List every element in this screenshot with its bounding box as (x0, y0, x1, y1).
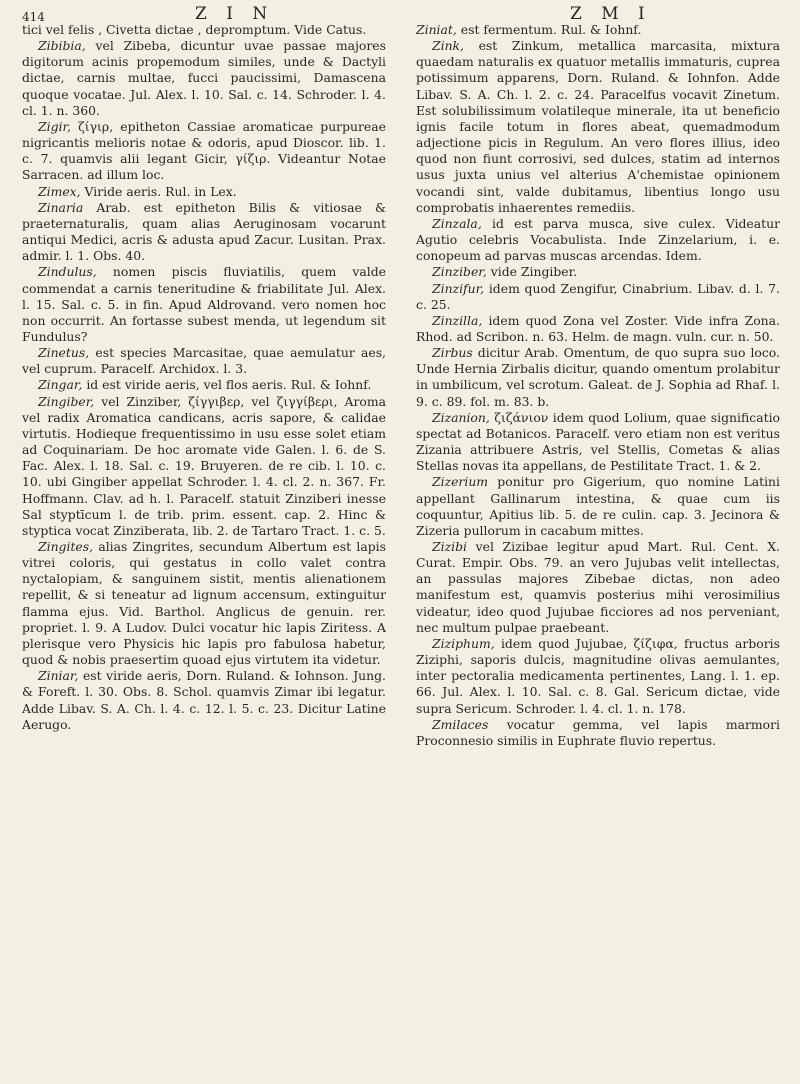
dictionary-entry (416, 22, 780, 38)
entry-headword: Ziniat, (416, 22, 457, 37)
page-header (0, 2, 800, 24)
entry-text: vocatur gemma, vel lapis marmori Proconnesio similis in Euphrate fluvio repertus. (416, 716, 780, 748)
entry-text: ponitur pro Gigerium, quo nomine Latini appellant Gallinarum intestina, & quae cum iis coquuntur, Apitius lib. 5. de re culin. cap. 3. Jecinora & Zizeria pullorum in cacabum mittes. (416, 474, 780, 538)
entry-headword: Zinetus, (38, 345, 90, 361)
right-running-head: Z M I (570, 4, 652, 24)
entry-headword: Zizibi (432, 539, 467, 554)
entry-text: vel Zinziber, ζίγγιβερ, vel ζιγγίβερι, Aroma vel radix Aromatica candicans, acris sapore, & calidae virtutis. Hodieque frequentissimo in usu esse solet etiam ad Coquinariam. De hoc aromate vide Galen. l. 6. de S. Fac. Alex. l. 18. Sal. c. 19. Bruyeren. de re cib. l. 10. c. 10. ubi Gingiber appellat Schroder. l. 4. cl. 2. n. 367. Fr. Hoffmann. Clav. ad h. l. Paracelf. statuit Zinziberi inesse Sal styptīcum l. de trib. prim. essent. cap. 2. Hinc & styptica vocat Zinziberata, lib. 2. de Tartaro Tract. 1. c. 5. (22, 393, 386, 538)
entry-headword: Zink, (432, 38, 464, 54)
entry-headword: Ziziphum, (432, 635, 495, 651)
entry-text: idem quod Jujubae, ζίζιφα, fructus arboris Ziziphi, saporis dulcis, magnitudine olivas aemulantes, inter pectoralia medicamenta pertinentes, Lang. l. 1. ep. 66. Jul. Alex. l. 10. Sal. c. 8. Gal. Sericum dictae, vide supra Sericum. Schroder. l. 4. cl. 1. n. 178. (416, 635, 780, 716)
entry-headword: Zingar, (38, 377, 83, 393)
dictionary-entry (22, 38, 386, 119)
entry-headword: Zizerium (432, 474, 489, 490)
dictionary-entry (22, 22, 386, 38)
entry-text: idem quod Zona vel Zoster. Vide infra Zona. Rhod. ad Scribon. n. 63. Helm. de magn. vuln. cur. n. 50. (416, 312, 780, 344)
entry-headword: Zigir, (38, 118, 71, 134)
entry-text: idem quod Zengifur, Cinabrium. Libav. d. l. 7. c. 25. (416, 280, 780, 312)
dictionary-entry (22, 377, 386, 393)
dictionary-entry (416, 636, 780, 717)
entry-text: ζιζάνιον idem quod Lolium, quae significatio spectat ad Botanicos. Paracelf. vero etiam non est veritus Zizania attribuere Astris, vel Stellis, Cometas & alias Stellas novas ita appellans, de Pestilitate Tract. 1. & 2. (416, 409, 780, 474)
entry-text: Arab. est epitheton Bilis & vitiosae & praeternaturalis, quam alias Aeruginosam vocarunt antiqui Medici, acris & adusta apud Zacur. Lusitan. Prax. admir. l. 1. Obs. 40. (22, 199, 386, 264)
dictionary-entry (22, 539, 386, 668)
left-running-head: Z I N (195, 4, 275, 24)
dictionary-entry (416, 474, 780, 539)
entry-headword: Zindulus, (38, 264, 97, 280)
entry-text: est viride aeris, Dorn. Ruland. & Iohnson. Jung. & Foreft. l. 30. Obs. 8. Schol. quamvis Zimar ibi legatur. Adde Libav. S. A. Ch. l. 4. c. 12. l. 5. c. 23. Dicitur Latine Aerugo. (22, 668, 386, 732)
entry-text: id est parva musca, sive culex. Videatur Agutio celebris Vocabulista. Inde Zinzelarium, i. e. conopeum ad parvas muscas arcendas. Idem. (416, 215, 780, 264)
entry-text: nomen piscis fluviatilis, quem valde commendat a carnis teneritudine & friabilitate Jul. Alex. l. 15. Sal. c. 5. in fin. Apud Aldrovand. vero nomen hoc non occurrit. An fortasse subest menda, ut legendum sit Fundulus? (22, 264, 386, 344)
dictionary-entry (22, 394, 386, 539)
entry-headword: Zinzilla, (432, 312, 483, 328)
entry-headword: Zingiber, (38, 393, 95, 409)
page-number: 414 (22, 10, 45, 24)
entry-headword: Zibibia, (38, 38, 86, 54)
entry-headword: Zmilaces (432, 716, 489, 732)
entry-text: est species Marcasitae, quae aemulatur aes, vel cuprum. Paracelf. Archidox. l. 3. (22, 345, 386, 377)
dictionary-entry (416, 539, 780, 636)
entry-text: alias Zingrites, secundum Albertum est lapis vitrei coloris, qui gestatus in collo valet contra nyctalopiam, & sanguinem sistit, mentis alienationem repellit, & si teneatur ad lignum accensum, extinguitur flamma ejus. Vid. Barthol. Anglicus de genuin. rer. propriet. l. 9. A Ludov. Dulci vocatur hic lapis Ziritess. A plerisque vero Physicis hic lapis pro fabulosa habetur, quod & nobis praesertim quoad ejus virtutem ita videtur. (22, 539, 386, 668)
entry-headword: Zinaria (38, 199, 84, 215)
text-columns (22, 22, 780, 1084)
entry-text: Viride aeris. Rul. in Lex. (84, 183, 237, 199)
entry-headword: Zinzifur, (432, 280, 485, 296)
entry-headword: Zirbus (432, 345, 473, 361)
entry-text: vel Zizibae legitur apud Mart. Rul. Cent. X. Curat. Empir. Obs. 79. an vero Jujubas velit intellectas, an passulas majores Zibebae dictas, non adeo manifestum est, quamvis posterius mihi verosimilius videatur, ideo quod Jujubae ficciores ad nos perveniant, nec multum pulpae praebeant. (416, 539, 780, 635)
dictionary-entry (22, 345, 386, 377)
dictionary-entry (416, 264, 780, 280)
dictionary-entry (22, 119, 386, 184)
entry-text: vide Zingiber. (490, 264, 578, 280)
entry-text: dicitur Arab. Omentum, de quo supra suo loco. Unde Hernia Zirbalis dicitur, quando omentum prolabitur in umbilicum, vel scrotum. Galeat. de J. Sophia ad Rhaf. l. 9. c. 89. fol. m. 83. b. (416, 345, 780, 409)
dictionary-entry (416, 281, 780, 313)
entry-text: vel Zibeba, dicuntur uvae passae majores digitorum acinis propemodum similes, unde & Dactyli dictae, carnis multae, fucci paucissimi, Damascena quoque vocatae. Jul. Alex. l. 10. Sal. c. 14. Schroder. l. 4. cl. 1. n. 360. (22, 38, 386, 118)
entry-headword: Zinzala, (432, 215, 482, 231)
dictionary-entry (416, 345, 780, 410)
dictionary-entry (416, 313, 780, 345)
entry-headword: Zimex, (38, 183, 81, 199)
dictionary-entry (416, 216, 780, 264)
dictionary-entry (416, 38, 780, 216)
entry-text: est Zinkum, metallica marcasita, mixtura quaedam naturalis ex quatuor metallis immaturis, cuprea potissimum apparens, Dorn. Ruland. & Iohnfon. Adde Libav. S. A. Ch. l. 2. c. 24. Paracelfus vocavit Zinetum. Est solubilissimum volatileque minerale, ita ut beneficio ignis facile totum in flores abeat, quemadmodum adjectione picis in Regulum. An vero flores illius, ideo quod non fiunt corrosivi, sed dulces, statim ad internos usus juxta unius vel alterius A'chemistae opinionem vocandi sint, valde dubitamus, libentius longo usu comprobatis inhaerentes remediis. (416, 38, 780, 215)
dictionary-entry (416, 410, 780, 475)
left-column (22, 22, 386, 1084)
dictionary-entry (416, 717, 780, 749)
entry-headword: Zinziber, (432, 264, 487, 280)
entry-headword: Zizanion, (432, 409, 490, 425)
entry-text: id est viride aeris, vel flos aeris. Rul. & Iohnf. (86, 377, 372, 393)
right-column (416, 22, 780, 1084)
entry-text: est fermentum. Rul. & Iohnf. (460, 22, 642, 37)
dictionary-entry (22, 264, 386, 345)
entry-text: ζίγιρ, epitheton Cassiae aromaticae purpureae nigricantis melioris notae & odoris, apud Dioscor. lib. 1. c. 7. quamvis alii legant Gicir, γίζιρ. Videantur Notae Sarracen. ad illum loc. (22, 118, 386, 183)
dictionary-entry (22, 200, 386, 265)
dictionary-entry (22, 668, 386, 733)
entry-text: tici vel felis , Civetta dictae , depromptum. Vide Catus. (22, 22, 367, 37)
entry-headword: Ziniar, (38, 668, 79, 684)
dictionary-entry (22, 184, 386, 200)
entry-headword: Zingites, (38, 539, 94, 554)
